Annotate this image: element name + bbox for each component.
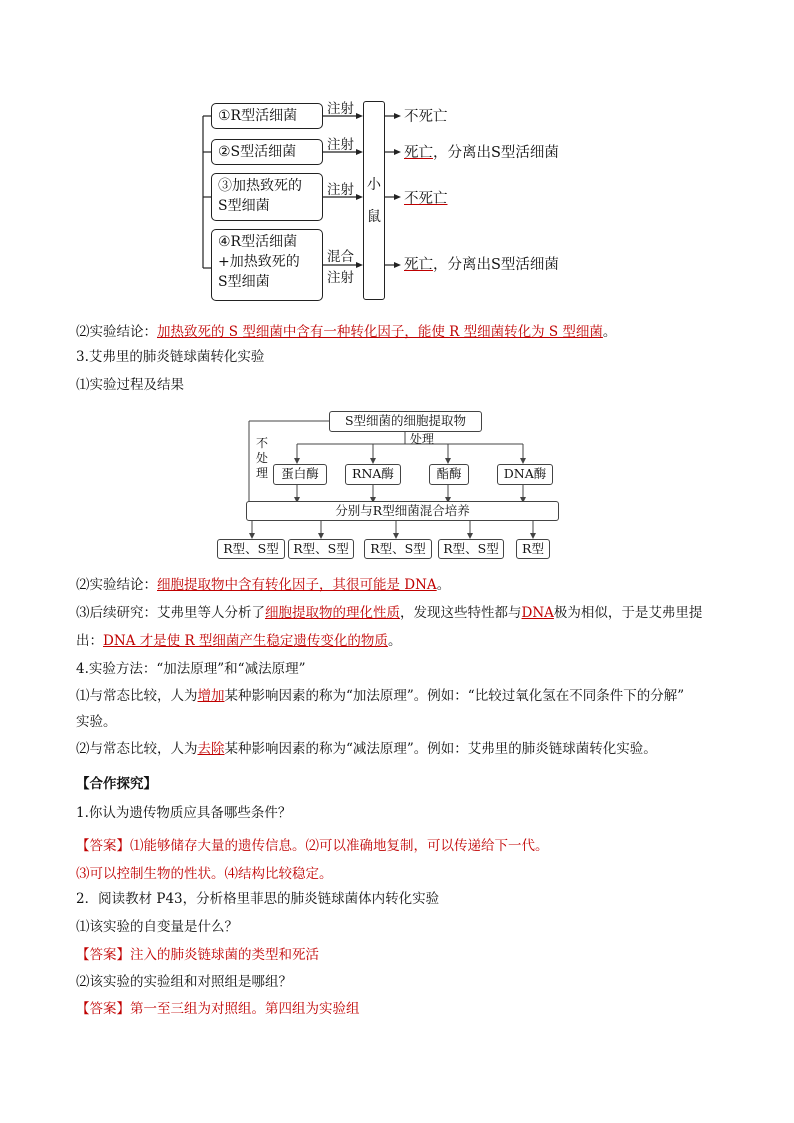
avery-extract-box: S型细菌的细胞提取物 — [329, 411, 482, 432]
arrow-label-inject-2: 注射 — [327, 137, 354, 153]
followup-line2-prefix: 出： — [76, 633, 103, 649]
answer2-2 — [76, 999, 360, 1019]
method1-line2: 实验。 — [76, 714, 117, 730]
conclusion2-prefix: ⑵实验结论： — [76, 577, 157, 593]
result-2-text: ，分离出S型活细菌 — [433, 145, 559, 161]
mouse-label-1: 小 — [367, 177, 381, 193]
result-2-answer: 死亡 — [404, 145, 433, 161]
section4-title: 4.实验方法：“加法原理”和“减法原理” — [76, 661, 306, 677]
avery-treat-label: 处理 — [410, 432, 435, 446]
avery-result-1: R型、S型 — [217, 539, 285, 559]
conclusion2 — [76, 575, 450, 595]
followup-answer3: DNA 才是使 R 型细菌产生稳定遗传变化的物质 — [103, 633, 388, 649]
conclusion2-suffix: 。 — [436, 577, 451, 593]
followup-answer2: DNA — [521, 605, 554, 621]
answer2-1-text: 注入的肺炎链球菌的类型和死活 — [130, 947, 319, 963]
answer1-part1: ⑴能够储存大量的遗传信息。⑵可以准确地复制，可以传递给下一代。 — [130, 838, 549, 854]
arrow-label-inject-4: 注射 — [327, 270, 354, 286]
followup-prefix: ⑶后续研究：艾弗里等人分析了 — [76, 605, 265, 621]
followup-mid: ，发现这些特性都与 — [400, 605, 522, 621]
conclusion1-prefix: ⑵实验结论： — [76, 324, 157, 340]
followup-tail: 极为相似，于是艾弗里提 — [553, 605, 703, 621]
followup-answer1: 细胞提取物的理化性质 — [265, 605, 400, 621]
method2-line — [76, 739, 657, 759]
enzyme-dnase: DNA酶 — [497, 464, 553, 485]
group1-label: ①R型活细菌 — [218, 108, 298, 124]
conclusion2-answer: 细胞提取物中含有转化因子，其很可能是 DNA — [157, 577, 437, 593]
arrow-label-mix: 混合 — [327, 249, 354, 265]
no-treat-char-3: 理 — [256, 466, 269, 480]
followup-line2 — [76, 631, 401, 651]
question2-1: ⑴该实验的自变量是什么？ — [76, 919, 238, 935]
no-treat-char-2: 处 — [256, 451, 269, 465]
result-3-answer: 不死亡 — [404, 191, 448, 207]
method1-rest: 某种影响因素的称为“加法原理”。例如：“比较过氧化氢在不同条件下的分解” — [224, 688, 685, 704]
question2-2: ⑵该实验的实验组和对照组是哪组？ — [76, 974, 292, 990]
answer2-1-tag: 【答案】 — [76, 947, 130, 963]
method1-line1 — [76, 686, 684, 706]
method2-answer: 去除 — [197, 741, 225, 757]
group3-label-line2: S型细菌 — [218, 198, 270, 214]
arrow-label-inject-3: 注射 — [327, 182, 354, 198]
coop-title: 【合作探究】 — [76, 776, 157, 792]
avery-mix-box: 分别与R型细菌混合培养 — [246, 501, 559, 521]
followup-line2-suffix: 。 — [387, 633, 402, 649]
group3-label-line1: ③加热致死的 — [218, 178, 302, 194]
result-1-text: 不死亡 — [404, 109, 448, 125]
arrow-label-inject-1: 注射 — [327, 101, 354, 117]
answer2-2-text: 第一至三组为对照组。第四组为实验组 — [130, 1001, 360, 1017]
result-4-text: ，分离出S型活细菌 — [433, 257, 559, 273]
method1-answer: 增加 — [197, 688, 225, 704]
answer1-line1 — [76, 836, 549, 856]
group4-label-line3: S型细菌 — [218, 274, 270, 290]
method1-prefix: ⑴与常态比较，人为 — [76, 688, 198, 704]
no-treat-char-1: 不 — [256, 436, 269, 450]
enzyme-esterase: 酯酶 — [429, 464, 469, 485]
avery-result-4: R型、S型 — [438, 539, 504, 559]
group4-label-line1: ④R型活细菌 — [218, 234, 298, 250]
section3-sub1: ⑴实验过程及结果 — [76, 377, 184, 393]
enzyme-protease: 蛋白酶 — [273, 464, 327, 485]
answer2-1 — [76, 945, 319, 965]
answer1-part2: ⑶可以控制生物的性状。⑷结构比较稳定。 — [76, 866, 333, 882]
group4-label-line2: +加热致死的 — [218, 254, 300, 270]
avery-result-5: R型 — [516, 539, 550, 559]
mouse-label-2: 鼠 — [367, 209, 381, 225]
conclusion1-answer: 加热致死的 S 型细菌中含有一种转化因子，能使 R 型细菌转化为 S 型细菌 — [157, 324, 603, 340]
avery-result-3: R型、S型 — [364, 539, 432, 559]
result-4-answer: 死亡 — [404, 257, 433, 273]
answer2-2-tag: 【答案】 — [76, 1001, 130, 1017]
group2-label: ②S型活细菌 — [218, 144, 297, 160]
method2-prefix: ⑵与常态比较，人为 — [76, 741, 198, 757]
method2-rest: 某种影响因素的称为“减法原理”。例如：艾弗里的肺炎链球菌转化实验。 — [224, 741, 657, 757]
avery-no-treat-label — [256, 436, 270, 481]
answer1-tag: 【答案】 — [76, 838, 130, 854]
avery-result-2: R型、S型 — [288, 539, 354, 559]
section3-title: 3.艾弗里的肺炎链球菌转化实验 — [76, 349, 265, 365]
followup-line1 — [76, 603, 702, 623]
answer1-line2 — [76, 864, 333, 884]
conclusion1-suffix: 。 — [602, 324, 617, 340]
question1: 1.你认为遗传物质应具备哪些条件？ — [76, 805, 292, 821]
question2: 2．阅读教材 P43，分析格里菲思的肺炎链球菌体内转化实验 — [76, 891, 440, 907]
enzyme-rnase: RNA酶 — [345, 464, 401, 485]
